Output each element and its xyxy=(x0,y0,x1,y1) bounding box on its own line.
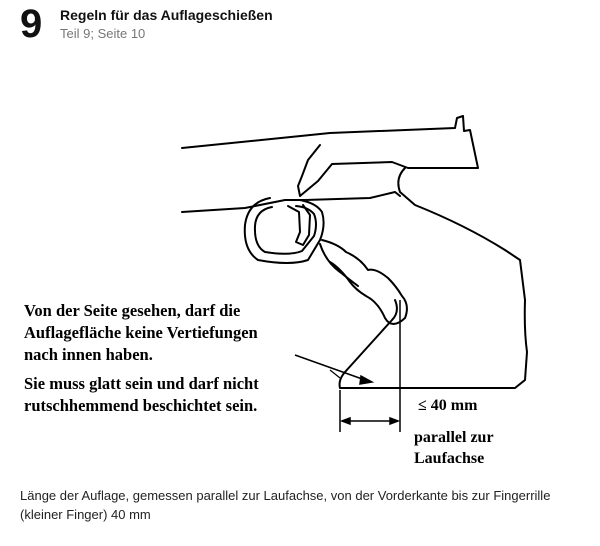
pistol-grip-back xyxy=(340,168,527,388)
trigger xyxy=(288,205,310,245)
side-view-note-line: Von der Seite gesehen, darf die xyxy=(24,301,241,320)
side-view-note xyxy=(24,300,258,366)
dimension-label: ≤ 40 mm xyxy=(418,397,478,414)
page-title: Regeln für das Auflageschießen xyxy=(60,7,273,23)
figure-caption: Länge der Auflage, gemessen parallel zur Laufachse, von der Vorderkante bis zur Fingerrille (kleiner Finger) 40 mm xyxy=(20,488,551,522)
trigger-guard-inner xyxy=(255,206,316,254)
page-subtitle: Teil 9; Seite 10 xyxy=(60,26,146,41)
side-view-note-line: nach innen haben. xyxy=(24,345,153,364)
smooth-surface-note-line: rutschhemmend beschichtet sein. xyxy=(24,396,258,415)
smooth-surface-note xyxy=(24,373,259,417)
pistol-slide-outline xyxy=(182,116,478,196)
chapter-number: 9 xyxy=(20,2,43,46)
finger-grooves xyxy=(322,240,407,324)
parallel-axis-label-line: parallel zur xyxy=(414,429,494,446)
pistol-frame-front xyxy=(182,192,400,212)
smooth-surface-note-line: Sie muss glatt sein und darf nicht xyxy=(24,374,259,393)
parallel-axis-label xyxy=(414,427,494,469)
pointer-arrow-line xyxy=(295,355,365,380)
parallel-axis-label-line: Laufachse xyxy=(414,450,485,467)
side-view-note-line: Auflagefläche keine Vertiefungen xyxy=(24,323,258,342)
